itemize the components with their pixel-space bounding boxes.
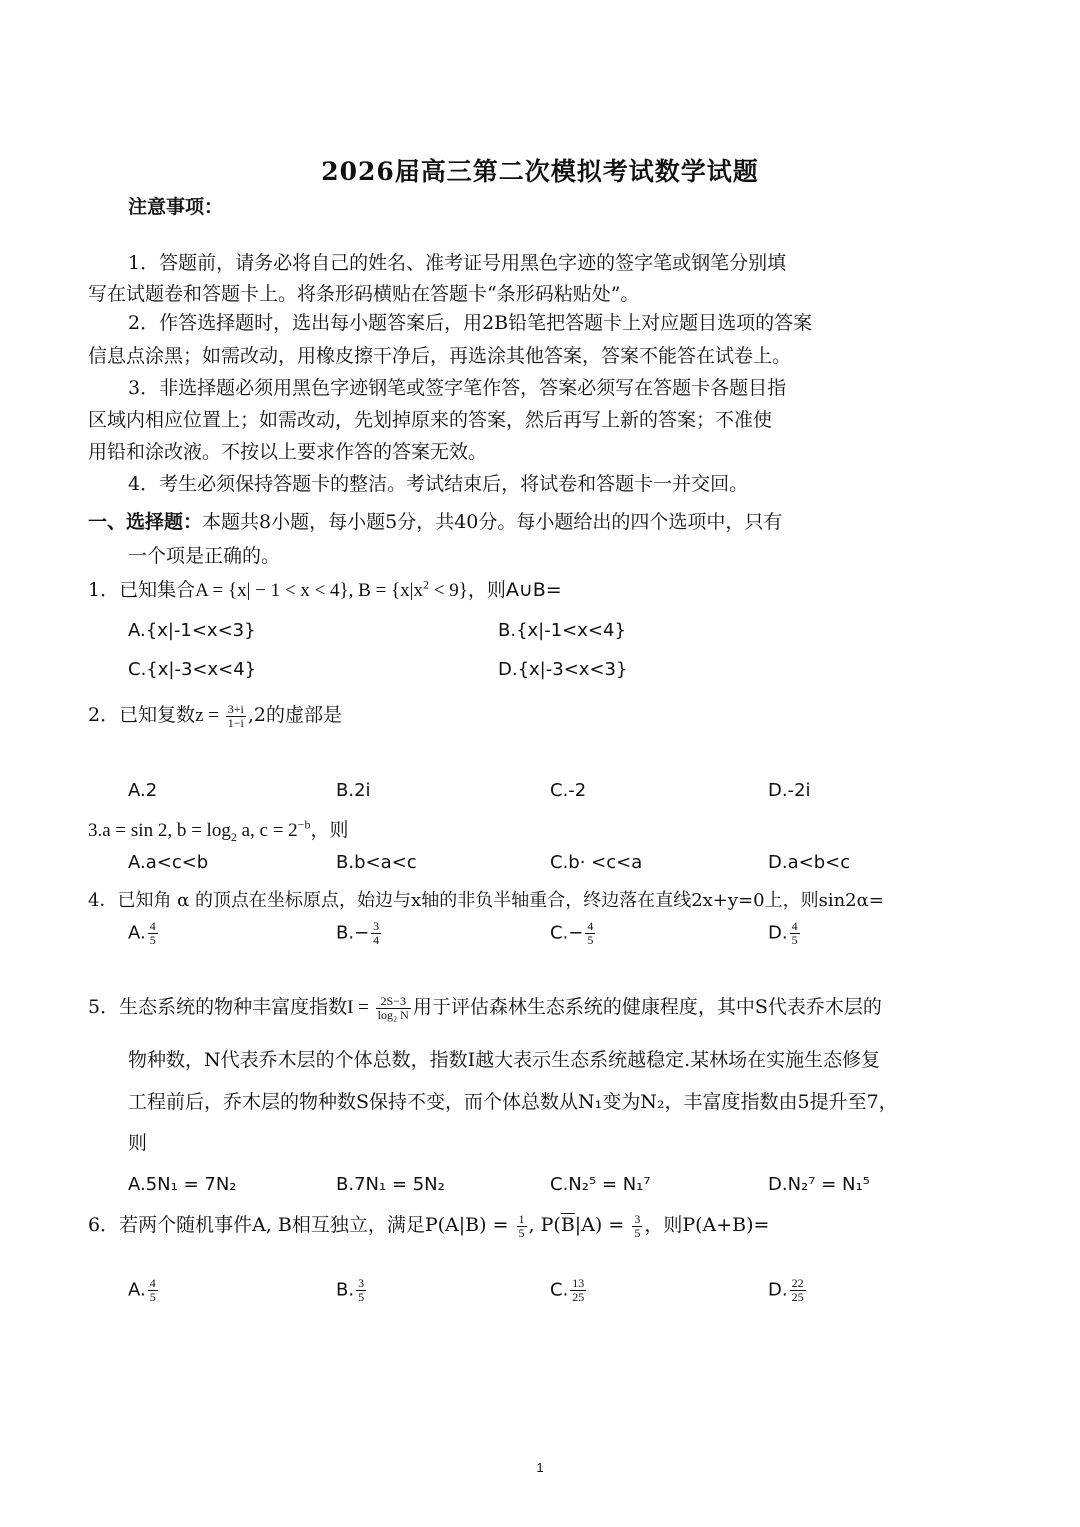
q4-option-b: [336, 920, 383, 947]
q5-line-2: 物种数，N代表乔木层的个体总数，指数I越大表示生态系统越稳定.某林场在实施生态修复: [128, 1049, 881, 1071]
q4-d-num: 4: [791, 919, 798, 933]
q4-c-frac: [585, 920, 595, 947]
q6-b-frac: [356, 1277, 366, 1304]
q6-c-num: 13: [572, 1276, 585, 1290]
q2-suffix: ,2的虚部是: [247, 704, 342, 726]
q6-suffix: ，则P(A+B)=: [644, 1214, 770, 1236]
q5-prefix: 5．生态系统的物种丰富度指数: [88, 996, 348, 1018]
q5-frac-den: log₂ N: [377, 1007, 409, 1022]
q6-a-label: A.: [128, 1279, 146, 1301]
q6-frac-2: [632, 1213, 642, 1240]
q3-option-b: B.b<a<c: [336, 852, 417, 873]
section-desc: 本题共8小题，每小题5分，共40分。每小题给出的四个选项中，只有: [202, 511, 783, 533]
question-6-stem: [88, 1210, 769, 1240]
q5-option-b: B.7N₁ = 5N₂: [336, 1174, 445, 1195]
q4-option-c: [550, 920, 597, 947]
question-4-stem: 4．已知角 α 的顶点在坐标原点，始边与x轴的非负半轴重合，终边落在直线2x+y=0上，则sin2α=: [88, 890, 884, 911]
q2-frac-num: 3+i: [227, 701, 244, 716]
q1-option-c: C.{x|-3<x<4}: [128, 659, 257, 680]
q3-b: a, c = 2: [236, 820, 298, 841]
q5-suffix: 用于评估森林生态系统的健康程度，其中S代表乔木层的: [412, 996, 882, 1018]
q5-line-3: 工程前后，乔木层的物种数S保持不变，而个体总数从N₁变为N₂，丰富度指数由5提升至7，: [128, 1091, 898, 1113]
q1-sup: 2: [422, 577, 429, 592]
q6-f1-den: 5: [518, 1225, 525, 1240]
q5-option-c: C.N₂⁵ = N₁⁷: [550, 1174, 651, 1195]
q6-option-d: [768, 1277, 808, 1304]
q4-c-label: C.: [550, 922, 569, 944]
q4-a-frac: [148, 920, 158, 947]
q4-a-den: 5: [149, 933, 156, 947]
q4-d-frac: [790, 920, 800, 947]
page-number: 1: [536, 1460, 544, 1475]
q2-option-b: B.2i: [336, 780, 371, 801]
q4-b-label: B.: [336, 922, 355, 944]
q1-option-a: A.{x|-1<x<3}: [128, 620, 256, 641]
q6-f1-num: 1: [518, 1211, 525, 1226]
q2-option-c: C.-2: [550, 780, 587, 801]
q1-option-b: B.{x|-1<x<4}: [498, 620, 626, 641]
question-2-stem: [88, 700, 342, 730]
q6-option-b: [336, 1277, 368, 1304]
section-desc-cont: 一个项是正确的。: [128, 545, 281, 567]
q5-i: I =: [347, 997, 374, 1018]
q6-c-frac: [570, 1277, 586, 1304]
q5-option-d: D.N₂⁷ = N₁⁵: [768, 1174, 870, 1195]
q6-prefix: 6．若两个随机事件A, B相互独立，满足P(A|B) =: [88, 1214, 515, 1236]
notice-line: 用铅和涂改液。不按以上要求作答的答案无效。: [88, 441, 488, 463]
question-5-stem: [88, 992, 882, 1022]
q4-b-frac: [371, 920, 381, 947]
q6-a-frac: [148, 1277, 158, 1304]
q3-option-c: C.b· <c<a: [550, 852, 643, 873]
q6-a-den: 5: [149, 1290, 156, 1304]
q1-prefix: 1．已知集合: [88, 579, 196, 601]
q4-b-sign: −: [354, 922, 370, 944]
notice-line: 1．答题前，请务必将自己的姓名、准考证号用黑色字迹的签字笔或钢笔分别填: [128, 252, 787, 274]
q4-a-label: A.: [128, 922, 146, 944]
q6-b-den: 5: [358, 1290, 365, 1304]
q6-option-c: [550, 1277, 588, 1304]
q6-option-a: [128, 1277, 160, 1304]
q4-b-den: 4: [373, 933, 380, 947]
q4-option-a: [128, 920, 160, 947]
q2-prefix: 2．已知复数: [88, 704, 196, 726]
q6-c-den: 25: [572, 1290, 585, 1304]
notice-line: 写在试题卷和答题卡上。将条形码横贴在答题卡“条形码粘贴处”。: [88, 283, 640, 305]
q2-z: z =: [195, 705, 224, 726]
notice-heading: 注意事项：: [128, 196, 224, 218]
notice-line: 4．考生必须保持答题卡的整洁。考试结束后，将试卷和答题卡一并交回。: [128, 473, 749, 495]
question-1-stem: [88, 575, 562, 602]
section-heading: [88, 507, 782, 534]
q6-frac-1: [517, 1213, 527, 1240]
q3-sup: −b: [297, 817, 311, 832]
q5-fraction: [376, 995, 411, 1022]
q5-option-a: A.5N₁ = 7N₂: [128, 1174, 237, 1195]
notice-line: 信息点涂黑；如需改动，用橡皮擦干净后，再选涂其他答案，答案不能答在试卷上。: [88, 345, 792, 367]
q6-d-den: 25: [791, 1290, 804, 1304]
q2-option-a: A.2: [128, 780, 158, 801]
q4-c-den: 5: [587, 933, 594, 947]
q3-option-a: A.a<c<b: [128, 852, 209, 873]
section-label: 一、选择题：: [88, 511, 203, 533]
q4-d-label: D.: [768, 922, 788, 944]
q6-d-frac: [790, 1277, 806, 1304]
notice-line: 区域内相应位置上；如需改动，先划掉原来的答案，然后再写上新的答案；不准使: [88, 409, 773, 431]
page-title: 2026届高三第二次模拟考试数学试题: [321, 157, 759, 186]
q1-suffix: ，则A∪B=: [467, 579, 562, 601]
q3-option-d: D.a<b<c: [768, 852, 851, 873]
q6-f2-den: 5: [634, 1225, 641, 1240]
q6-d-label: D.: [768, 1279, 788, 1301]
q6-d-num: 22: [791, 1276, 804, 1290]
q4-b-num: 3: [373, 919, 380, 933]
q5-frac-num: 2S−3: [376, 995, 411, 1009]
q6-mid-a: , P(: [528, 1214, 561, 1236]
q6-b-bar: $\overline{B}$: [560, 1214, 575, 1236]
q6-a-num: 4: [149, 1276, 156, 1290]
q1-option-d: D.{x|-3<x<3}: [498, 659, 628, 680]
q4-d-den: 5: [791, 933, 798, 947]
q2-fraction: [226, 703, 246, 730]
q3-sub: 2: [230, 829, 237, 844]
q2-option-d: D.-2i: [768, 780, 811, 801]
notice-line: 3．非选择题必须用黑色字迹钢笔或签字笔作答，答案必须写在答题卡各题目指: [128, 377, 787, 399]
q1-math-b: < 9}: [428, 580, 468, 601]
q6-c-label: C.: [550, 1279, 569, 1301]
q2-frac-den: 1−i: [227, 715, 244, 730]
q6-mid-b: |A) =: [574, 1214, 631, 1236]
q6-b-label: B.: [336, 1279, 355, 1301]
q5-line-4: 则: [128, 1132, 148, 1154]
question-3-stem: [88, 815, 348, 845]
q4-c-sign: −: [568, 922, 584, 944]
q1-math: [195, 577, 468, 601]
q4-option-d: [768, 920, 802, 947]
q6-b-num: 3: [358, 1276, 365, 1290]
notice-line: 2．作答选择题时，选出每小题答案后，用2B铅笔把答题卡上对应题目选项的答案: [128, 312, 813, 334]
q3-suffix: ，则: [310, 820, 349, 841]
q6-f2-num: 3: [634, 1211, 641, 1226]
q3-a: 3.a = sin 2, b = log: [88, 820, 231, 841]
q1-math-a: A = {x| − 1 < x < 4}, B = {x|x: [195, 580, 423, 601]
q4-c-num: 4: [587, 919, 594, 933]
q4-a-num: 4: [149, 919, 156, 933]
